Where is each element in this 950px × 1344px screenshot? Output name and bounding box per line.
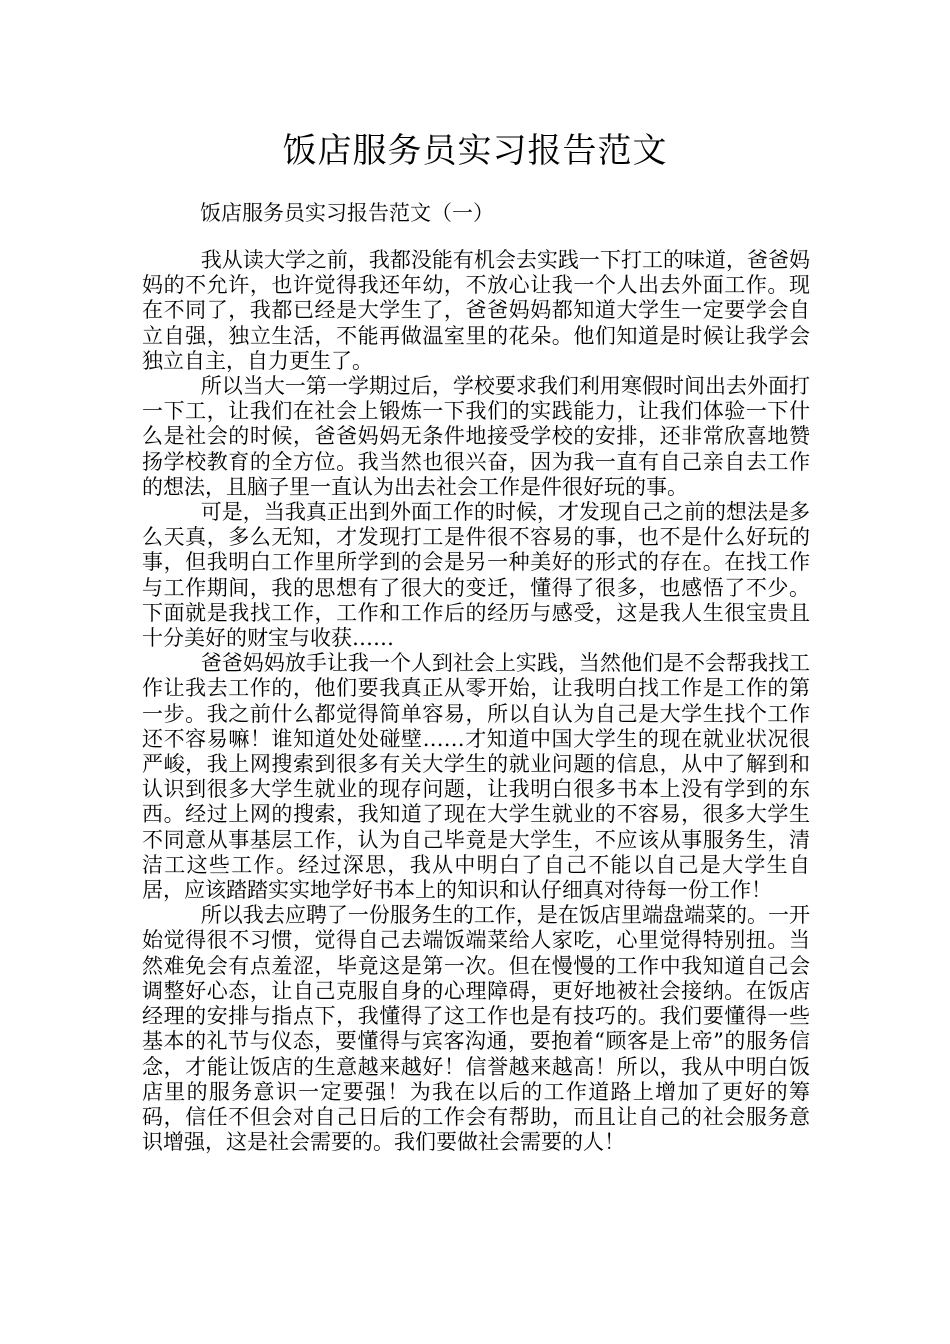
document-body: [142, 248, 810, 1155]
document-title: 饭店服务员实习报告范文: [282, 131, 668, 171]
document-subtitle: 饭店服务员实习报告范文（一）: [200, 201, 494, 225]
body-paragraph: 可是，当我真正出到外面工作的时候，才发现自己之前的想法是多么天真，多么无知，才发现打工是件很不容易的事，也不是什么好玩的事，但我明白工作里所学到的会是另一种美好的形式的存在。在找工作与工作期间，我的思想有了很大的变迁，懂得了很多，也感悟了不少。下面就是我找工作，工作和工作后的经历与感受，这是我人生很宝贵且十分美好的财宝与收获……: [142, 500, 810, 651]
body-paragraph: 爸爸妈妈放手让我一个人到社会上实践，当然他们是不会帮我找工作让我去工作的，他们要我真正从零开始，让我明白找工作是工作的第一步。我之前什么都觉得简单容易，所以自认为自己是大学生找个工作还不容易嘛！谁知道处处碰壁……才知道中国大学生的现在就业状况很严峻，我上网搜索到很多有关大学生的就业问题的信息，从中了解到和认识到很多大学生就业的现存问题，让我明白很多书本上没有学到的东西。经过上网的搜索，我知道了现在大学生就业的不容易，很多大学生不同意从事基层工作，认为自己毕竟是大学生，不应该从事服务生，清洁工这些工作。经过深思，我从中明白了自己不能以自己是大学生自居，应该踏踏实实地学好书本上的知识和认仔细真对待每一份工作！: [142, 651, 810, 903]
body-paragraph: 所以当大一第一学期过后，学校要求我们利用寒假时间出去外面打一下工，让我们在社会上锻炼一下我们的实践能力，让我们体验一下什么是社会的时候，爸爸妈妈无条件地接受学校的安排，还非常欣喜地赞扬学校教育的全方位。我当然也很兴奋，因为我一直有自己亲自去工作的想法，且脑子里一直认为出去社会工作是件很好玩的事。: [142, 374, 810, 499]
body-paragraph: 我从读大学之前，我都没能有机会去实践一下打工的味道，爸爸妈妈的不允许，也许觉得我还年幼，不放心让我一个人出去外面工作。现在不同了，我都已经是大学生了，爸爸妈妈都知道大学生一定要学会自立自强，独立生活，不能再做温室里的花朵。他们知道是时候让我学会独立自主，自力更生了。: [142, 248, 810, 373]
body-paragraph: 所以我去应聘了一份服务生的工作，是在饭店里端盘端菜的。一开始觉得很不习惯，觉得自己去端饭端菜给人家吃，心里觉得特别扭。当然难免会有点羞涩，毕竟这是第一次。但在慢慢的工作中我知道自己会调整好心态，让自己克服自身的心理障碍，更好地被社会接纳。在饭店经理的安排与指点下，我懂得了这工作也是有技巧的。我们要懂得一些基本的礼节与仪态，要懂得与宾客沟通，要抱着“顾客是上帝”的服务信念，才能让饭店的生意越来越好！信誉越来越高！所以，我从中明白饭店里的服务意识一定要强！为我在以后的工作道路上增加了更好的筹码，信任不但会对自己日后的工作会有帮助，而且让自己的社会服务意识增强，这是社会需要的。我们要做社会需要的人！: [142, 903, 810, 1155]
